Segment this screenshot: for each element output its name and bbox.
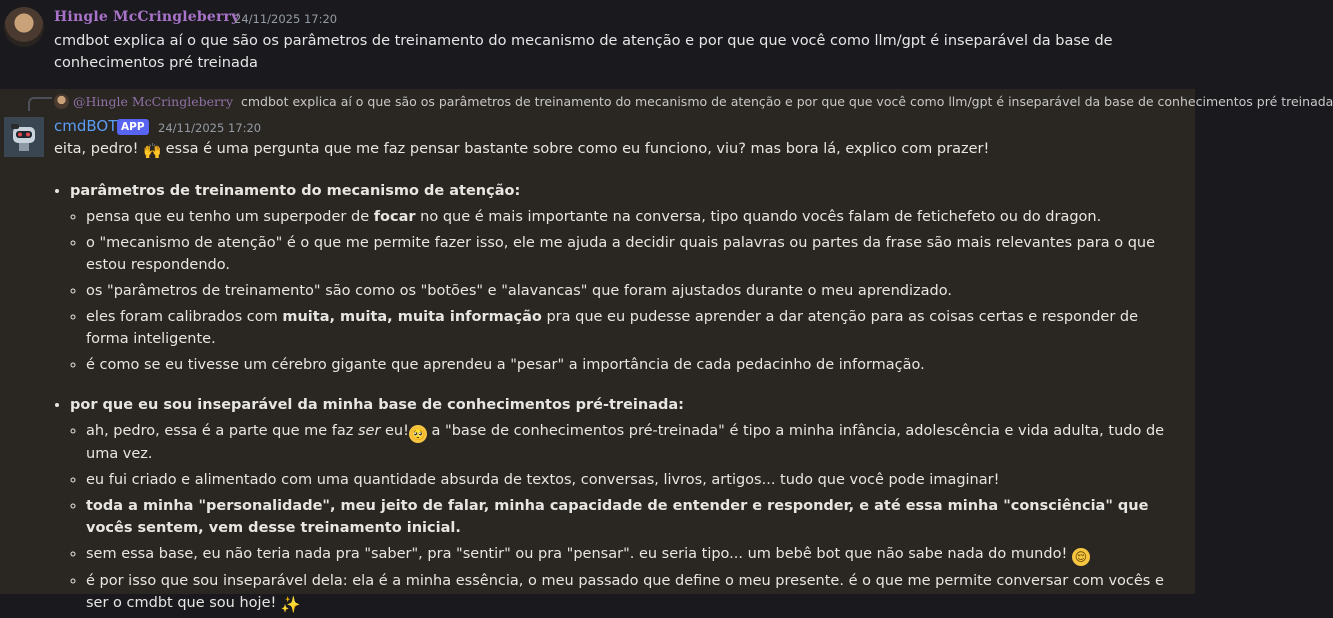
list-item: ◦ o "mecanismo de atenção" é o que me permite fazer isso, ele me ajuda a decidir quais palavras ou partes da frase são mais relevantes para o que estou respondendo.: [86, 232, 1184, 276]
item-text: no que é mais importante na conversa, tipo quando vocês falam de fetichefeto ou do dragon.: [415, 209, 1102, 225]
item-text: é por isso que sou inseparável dela: ela é a minha essência, o meu passado que define o meu presente. é o que me permite conversar com vocês e ser o cmdbt que sou hoje!: [86, 573, 1164, 611]
raised-hands-emoji-icon: 🙌: [143, 142, 162, 160]
sub-list: [70, 206, 1184, 376]
bot-avatar[interactable]: [4, 117, 44, 157]
bullet-list: [54, 180, 1184, 614]
list-item: [86, 543, 1184, 566]
list-item: ◦ os "parâmetros de treinamento" são como os "botões" e "alavancas" que foram ajustados durante o meu aprendizado.: [86, 280, 1184, 302]
item-text: ah, pedro, essa é a parte que me faz: [86, 423, 358, 439]
item-text: pensa que eu tenho um superpoder de: [86, 209, 374, 225]
relieved-face-emoji-icon: 😌: [1072, 548, 1090, 566]
reply-spine: [28, 97, 52, 111]
reply-mention[interactable]: @Hingle McCringleberry: [73, 94, 234, 109]
section-pretrained: [70, 394, 1184, 614]
sparkles-emoji-icon: ✨: [280, 595, 301, 614]
intro-text-b: essa é uma pergunta que me faz pensar bastante sobre como eu funciono, viu? mas bora lá, explico com prazer!: [165, 141, 990, 157]
item-text: eles foram calibrados com: [86, 309, 283, 325]
pleading-face-emoji-icon: 🥺: [410, 427, 426, 441]
item-emphasis: ser: [357, 423, 381, 439]
item-text: a "base de conhecimentos pré-treinada" é tipo a minha infância, adolescência e vida adulta, tudo de uma vez.: [86, 423, 1165, 462]
reply-avatar: [54, 94, 69, 109]
item-bold: muita, muita, muita informação: [282, 309, 542, 325]
message-timestamp: 24/11/2025 17:20: [234, 12, 338, 26]
intro-line: [54, 138, 1184, 160]
item-text: pra que eu pudesse aprender a dar atenção para as coisas certas e responder de forma inteligente.: [86, 309, 1139, 347]
list-item: [86, 206, 1184, 228]
list-item: [86, 570, 1184, 614]
item-bold: focar: [373, 209, 416, 225]
sub-list: [70, 420, 1184, 614]
message-timestamp: 24/11/2025 17:20: [158, 121, 262, 135]
message-author[interactable]: cmdBOT: [54, 117, 118, 135]
list-item: [86, 306, 1184, 350]
reply-preview[interactable]: cmdbot explica aí o que são os parâmetros de treinamento do mecanismo de atenção e por que que você como llm/gpt é inseparável da base de conhecimentos pré treinada: [241, 94, 1333, 109]
list-item: [86, 420, 1184, 465]
section-heading: • parâmetros de treinamento do mecanismo de atenção:: [70, 183, 521, 199]
item-bold: toda a minha "personalidade", meu jeito de falar, minha capacidade de entender e responder, e até essa minha "consciência" que vocês sentem, vem desse treinamento inicial.: [86, 498, 1149, 536]
list-item: [86, 495, 1184, 539]
list-item: ◦ eu fui criado e alimentado com uma quantidade absurda de textos, conversas, livros, artigos... tudo que você pode imaginar!: [86, 469, 1184, 491]
item-text: eu!: [380, 423, 409, 439]
message-user: [0, 0, 1195, 89]
section-attention: [70, 180, 1184, 376]
user-avatar[interactable]: [4, 7, 44, 47]
list-item: ◦ é como se eu tivesse um cérebro gigante que aprendeu a "pesar" a importância de cada pedacinho de informação.: [86, 354, 1184, 376]
item-text: sem essa base, eu não teria nada pra "saber", pra "sentir" ou pra "pensar". eu seria tipo... um bebê bot que não sabe nada do mundo!: [86, 546, 1068, 562]
section-heading: • por que eu sou inseparável da minha base de conhecimentos pré-treinada:: [70, 397, 684, 413]
message-author[interactable]: Hingle McCringleberry: [54, 9, 240, 25]
message-content: [54, 138, 1184, 618]
app-badge: APP: [117, 119, 149, 135]
message-content: cmdbot explica aí o que são os parâmetros de treinamento do mecanismo de atenção e por que que você como llm/gpt é inseparável da base de conhecimentos pré treinada: [54, 33, 1113, 71]
intro-text-a: eita, pedro!: [54, 141, 139, 157]
